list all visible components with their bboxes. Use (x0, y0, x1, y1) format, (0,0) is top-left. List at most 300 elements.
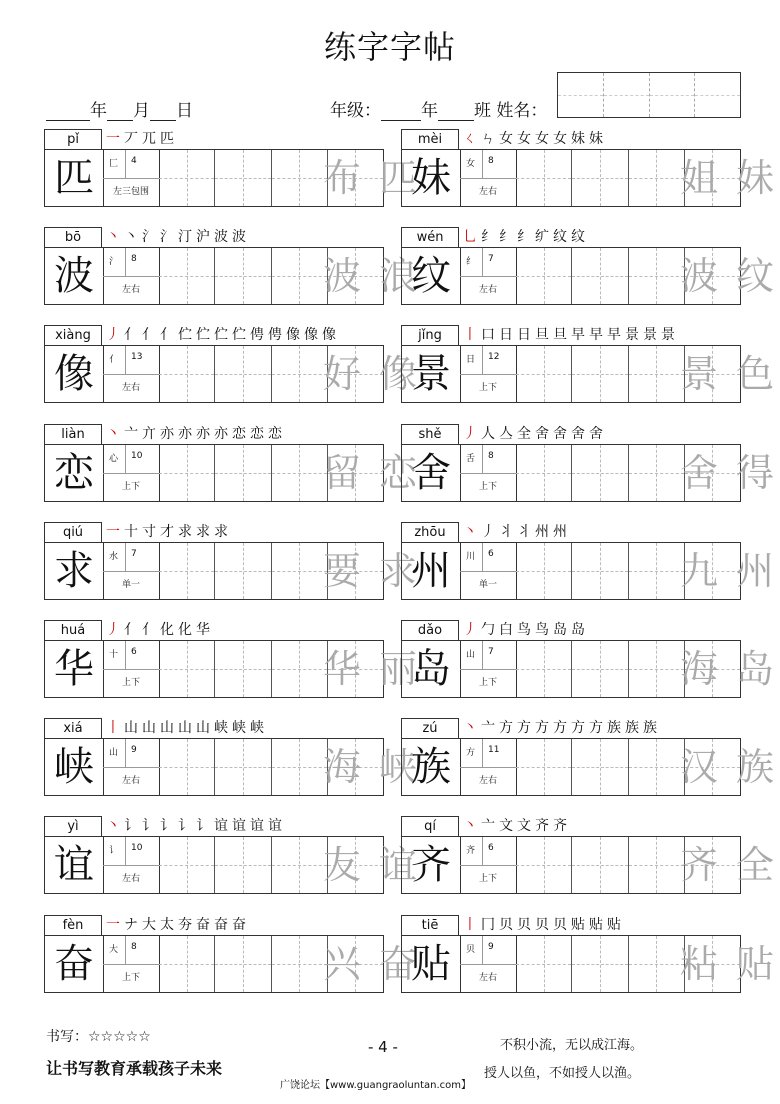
stroke-count: 13 (131, 352, 143, 363)
pinyin-label: xiá (44, 718, 102, 738)
page-title: 练字字帖 (323, 28, 456, 66)
stroke-count: 10 (131, 843, 143, 854)
stroke-order (463, 424, 607, 444)
stroke-step: 早 (571, 327, 585, 344)
structure: 上下 (478, 874, 497, 885)
practice-cells[interactable] (159, 543, 418, 599)
stroke-step: 丶 (463, 523, 477, 540)
stroke-step: 俜 (268, 327, 282, 344)
structure: 左右 (478, 972, 497, 983)
stroke-step: 波 (232, 229, 246, 246)
stroke-step: 波 (214, 229, 228, 246)
stroke-count: 9 (488, 941, 494, 952)
stroke-step: 山 (160, 720, 174, 737)
structure: 左右 (478, 285, 497, 296)
model-char: 州 (402, 543, 461, 599)
stroke-step: 像 (322, 327, 336, 344)
stroke-step: 妹 (589, 131, 603, 147)
stroke-step: 丬 (517, 523, 531, 540)
trace-word-1: 好 (323, 352, 362, 397)
stroke-step: 亻 (142, 327, 156, 344)
char-card (401, 129, 775, 209)
radical: 方 (466, 748, 476, 759)
stroke-step: 沪 (196, 229, 210, 246)
stroke-step: 汀 (178, 229, 192, 246)
pinyin-label: tiē (401, 915, 459, 935)
trace-word-2: 匹 (379, 156, 418, 200)
trace-word-1: 留 (323, 450, 362, 495)
stroke-step: 方 (499, 720, 513, 737)
char-card (401, 227, 775, 307)
trace-word-2: 谊 (379, 843, 418, 888)
writing-grid (401, 345, 775, 403)
char-info (103, 248, 160, 304)
stroke-step: 亻 (124, 327, 138, 344)
char-card (401, 816, 775, 896)
char-card (44, 522, 418, 602)
char-info (460, 543, 517, 599)
stroke-count: 12 (488, 352, 500, 363)
pinyin-label: dǎo (401, 620, 459, 640)
stroke-step: 谊 (214, 818, 228, 835)
stroke-step: 纹 (553, 229, 567, 246)
stroke-step: 丆 (124, 131, 138, 147)
stroke-step: 丿 (481, 523, 495, 540)
stroke-step: 伫 (178, 327, 192, 344)
stroke-order (106, 227, 250, 247)
practice-cells[interactable] (516, 739, 775, 795)
model-char: 像 (45, 346, 104, 402)
stroke-step: 贴 (589, 916, 603, 933)
stroke-count: 6 (488, 843, 494, 854)
stroke-step: 亦 (196, 425, 210, 442)
pinyin-label: bō (44, 227, 102, 247)
char-card (401, 424, 775, 504)
stroke-step: 夯 (178, 916, 192, 933)
stroke-step: 齐 (535, 818, 549, 835)
radical: 水 (109, 551, 119, 562)
stroke-step: 早 (607, 327, 621, 344)
stroke-step: 峡 (250, 720, 264, 737)
pinyin-label: zú (401, 718, 459, 738)
stroke-step: 伫 (232, 327, 246, 344)
model-char: 恋 (45, 445, 104, 501)
practice-cells[interactable] (159, 739, 418, 795)
char-card (401, 522, 775, 602)
stroke-step: 伫 (214, 327, 228, 344)
stroke-step: 方 (535, 720, 549, 737)
model-char: 妹 (402, 150, 461, 206)
stroke-step: 勹 (481, 622, 495, 638)
stroke-step: 白 (499, 622, 513, 638)
radical: 心 (109, 453, 119, 464)
stroke-order (106, 522, 232, 542)
trace-word-1: 海 (323, 745, 362, 790)
char-info (103, 641, 160, 697)
stroke-step: 山 (142, 720, 156, 737)
char-info (460, 248, 517, 304)
pinyin-label: xiàng (44, 325, 102, 345)
stroke-order (106, 718, 268, 738)
stroke-step: 求 (178, 523, 192, 540)
stroke-order (463, 915, 625, 935)
structure: 上下 (121, 481, 140, 492)
trace-word-1: 友 (323, 843, 362, 888)
trace-word-2: 全 (736, 843, 775, 888)
stroke-step: 亻 (124, 622, 138, 638)
radical: 舌 (466, 453, 476, 464)
stroke-step: 纟 (517, 229, 531, 246)
stroke-step: 一 (106, 523, 120, 540)
practice-cells[interactable] (516, 445, 775, 501)
stroke-step: 一 (106, 131, 120, 147)
stroke-step: 华 (196, 622, 210, 638)
char-info (460, 641, 517, 697)
stroke-step: 贴 (571, 916, 585, 933)
trace-word-1: 布 (323, 156, 362, 200)
trace-word-1: 华 (323, 647, 362, 691)
writing-grid (44, 738, 418, 796)
model-char: 波 (45, 248, 104, 304)
stroke-step: 奋 (232, 916, 246, 933)
radical: 匚 (109, 159, 119, 169)
model-char: 求 (45, 543, 104, 599)
radical: 齐 (466, 846, 476, 857)
stroke-step: 求 (214, 523, 228, 540)
trace-word-2: 像 (379, 352, 418, 397)
practice-cells[interactable] (159, 837, 418, 893)
stroke-step: 贝 (499, 916, 513, 933)
stroke-step: 恋 (232, 425, 246, 442)
stroke-step: 州 (535, 523, 549, 540)
practice-cells[interactable] (159, 641, 418, 697)
char-info (103, 739, 160, 795)
stroke-step: 景 (661, 327, 675, 344)
stroke-step: 恋 (250, 425, 264, 442)
stroke-count: 8 (131, 941, 137, 952)
char-card (44, 424, 418, 504)
radical: 山 (466, 650, 476, 660)
practice-cells[interactable] (159, 150, 418, 206)
structure: 左三包围 (112, 187, 149, 197)
stroke-step: 丨 (463, 327, 477, 344)
char-info (460, 837, 517, 893)
stroke-step: 亠 (124, 425, 138, 442)
stroke-step: 亻 (160, 327, 174, 344)
practice-cells[interactable] (159, 346, 418, 402)
stroke-step: 丿 (106, 327, 120, 344)
stroke-step: 谊 (250, 818, 264, 835)
stroke-step: 峡 (232, 720, 246, 737)
radical: 女 (466, 159, 476, 169)
stroke-step: 口 (481, 327, 495, 344)
trace-word-2: 丽 (379, 647, 418, 691)
stroke-step: 一 (106, 916, 120, 933)
stroke-step: 山 (178, 720, 192, 737)
stroke-order (106, 816, 286, 836)
stroke-step: 讠 (160, 818, 174, 835)
trace-word-2: 得 (736, 450, 775, 495)
stroke-step: 岛 (571, 622, 585, 638)
stroke-step: 亦 (160, 425, 174, 442)
trace-word-2: 纹 (736, 254, 775, 299)
practice-cells[interactable] (516, 936, 775, 992)
practice-cells[interactable] (159, 936, 418, 992)
stroke-step: 丿 (106, 622, 120, 638)
structure: 左右 (478, 776, 497, 787)
trace-word-1: 波 (323, 254, 362, 299)
stroke-step: 丿 (463, 425, 477, 442)
stroke-count: 9 (131, 745, 137, 756)
char-info (103, 150, 160, 206)
stroke-step: 丶 (463, 818, 477, 835)
char-card (44, 718, 418, 798)
stroke-step: 贝 (535, 916, 549, 933)
trace-word-2: 恋 (379, 450, 418, 495)
stroke-step: 太 (160, 916, 174, 933)
stroke-step: 十 (124, 523, 138, 540)
stroke-step: 氵 (160, 229, 174, 246)
stroke-step: 亣 (142, 425, 156, 442)
stroke-step: 女 (517, 131, 531, 147)
quote-2: 授人以鱼，不如授人以渔。 (484, 1066, 641, 1081)
stroke-step: 乚 (463, 229, 477, 246)
pinyin-label: wén (401, 227, 459, 247)
stroke-step: 丨 (463, 916, 477, 933)
writing-grid (401, 149, 775, 207)
radical: 大 (109, 944, 119, 955)
stroke-order (106, 620, 214, 640)
practice-cells[interactable] (516, 150, 775, 206)
name-box[interactable] (557, 72, 741, 118)
trace-word-1: 要 (323, 548, 362, 593)
stroke-step: 丨 (106, 720, 120, 737)
stroke-step: 州 (553, 523, 567, 540)
stroke-step: 峡 (214, 720, 228, 737)
radical: 讠 (109, 846, 119, 857)
stroke-step: 女 (553, 131, 567, 147)
model-char: 齐 (402, 837, 461, 893)
stroke-count: 8 (131, 254, 137, 265)
stroke-step: 才 (160, 523, 174, 540)
stroke-order (463, 325, 679, 345)
practice-cells[interactable] (516, 641, 775, 697)
stroke-count: 8 (488, 156, 494, 166)
pinyin-label: jǐng (401, 325, 459, 345)
stroke-step: 贝 (517, 916, 531, 933)
char-card (44, 915, 418, 995)
trace-word-2: 色 (736, 352, 775, 397)
stroke-step: 丬 (499, 523, 513, 540)
stroke-step: 纩 (535, 229, 549, 246)
stroke-step: 景 (643, 327, 657, 344)
char-card (44, 816, 418, 896)
stroke-order (463, 816, 571, 836)
stroke-count: 10 (131, 450, 143, 461)
stroke-step: 岛 (553, 622, 567, 638)
pinyin-label: fèn (44, 915, 102, 935)
stroke-order (106, 129, 178, 149)
writing-grid (44, 444, 418, 502)
site-credit: 广饶论坛【www.guangraoluntan.com】 (280, 1080, 472, 1091)
stroke-step: 妹 (571, 131, 585, 147)
radical: 十 (109, 650, 119, 660)
writing-grid (401, 247, 775, 305)
stroke-order (106, 424, 286, 444)
stroke-step: 纟 (481, 229, 495, 246)
stroke-step: 亦 (214, 425, 228, 442)
practice-cells[interactable] (159, 248, 418, 304)
practice-cells[interactable] (516, 248, 775, 304)
trace-word-2: 峡 (379, 745, 418, 790)
stroke-step: 方 (589, 720, 603, 737)
pinyin-label: huá (44, 620, 102, 640)
stroke-order (106, 325, 340, 345)
stroke-order (463, 129, 607, 149)
model-char: 岛 (402, 641, 461, 697)
stroke-step: 亠 (481, 818, 495, 835)
structure: 左右 (121, 874, 140, 885)
writing-grid (401, 640, 775, 698)
trace-word-2: 州 (736, 548, 775, 593)
stroke-count: 7 (131, 548, 137, 559)
trace-word-1: 海 (680, 647, 719, 691)
structure: 左右 (478, 187, 497, 197)
writing-grid (401, 738, 775, 796)
writing-grid (401, 836, 775, 894)
stroke-step: 亼 (499, 425, 513, 442)
char-card (44, 325, 418, 405)
radical: 川 (466, 551, 476, 562)
structure: 上下 (121, 972, 140, 983)
stroke-step: 化 (160, 622, 174, 638)
stroke-step: 谊 (268, 818, 282, 835)
stroke-step: 丶 (106, 229, 120, 246)
stroke-step: 方 (553, 720, 567, 737)
stroke-count: 11 (488, 745, 500, 756)
stroke-step: 日 (499, 327, 513, 344)
pinyin-label: qiú (44, 522, 102, 542)
stroke-step: 山 (196, 720, 210, 737)
practice-cells[interactable] (159, 445, 418, 501)
trace-word-2: 求 (379, 548, 418, 593)
stroke-step: 亻 (142, 622, 156, 638)
stroke-step: 丶 (106, 818, 120, 835)
stroke-step: 舍 (553, 425, 567, 442)
writing-grid (44, 935, 418, 993)
pinyin-label: zhōu (401, 522, 459, 542)
radical: 日 (466, 355, 476, 366)
stroke-step: 族 (625, 720, 639, 737)
trace-word-2: 奋 (379, 941, 418, 986)
radical: 氵 (109, 257, 119, 268)
stroke-step: 恋 (268, 425, 282, 442)
stroke-step: 求 (196, 523, 210, 540)
model-char: 族 (402, 739, 461, 795)
stroke-step: 氵 (142, 229, 156, 246)
stroke-order (463, 718, 661, 738)
structure: 左右 (121, 383, 140, 394)
practice-cells[interactable] (516, 543, 775, 599)
pinyin-label: shě (401, 424, 459, 444)
pinyin-label: mèi (401, 129, 459, 149)
stroke-step: 讠 (178, 818, 192, 835)
stroke-count: 7 (488, 254, 494, 265)
stroke-step: 齐 (553, 818, 567, 835)
char-card (401, 620, 775, 700)
trace-word-2: 浪 (379, 254, 418, 299)
radical: 纟 (466, 257, 476, 268)
practice-cells[interactable] (516, 837, 775, 893)
model-char: 谊 (45, 837, 104, 893)
practice-cells[interactable] (516, 346, 775, 402)
stroke-step: 女 (535, 131, 549, 147)
char-info (460, 346, 517, 402)
model-char: 纹 (402, 248, 461, 304)
stroke-step: 像 (286, 327, 300, 344)
stroke-count: 8 (488, 450, 494, 461)
stroke-step: 谊 (232, 818, 246, 835)
writing-grid (44, 640, 418, 698)
trace-word-2: 贴 (736, 941, 775, 986)
stroke-step: 奋 (214, 916, 228, 933)
stroke-step: 大 (142, 916, 156, 933)
char-info (460, 445, 517, 501)
stroke-step: 讠 (142, 818, 156, 835)
stroke-count: 4 (131, 156, 137, 166)
stroke-step: 文 (499, 818, 513, 835)
stroke-step: 匹 (160, 131, 174, 147)
grade-line: 年级： 年 班 姓名： (330, 101, 548, 121)
stroke-step: 讠 (196, 818, 210, 835)
stroke-step: 舍 (589, 425, 603, 442)
char-info (103, 837, 160, 893)
stroke-step: 文 (517, 818, 531, 835)
stroke-order (463, 620, 589, 640)
stroke-step: 亠 (481, 720, 495, 737)
char-info (460, 739, 517, 795)
radical: 亻 (109, 355, 119, 366)
model-char: 华 (45, 641, 104, 697)
stroke-step: 寸 (142, 523, 156, 540)
stroke-step: ナ (124, 916, 138, 933)
slogan: 让书写教育承载孩子未来 (46, 1059, 223, 1078)
structure: 左右 (121, 776, 140, 787)
stroke-step: 族 (607, 720, 621, 737)
writing-grid (401, 935, 775, 993)
stroke-step: 旦 (535, 327, 549, 344)
stroke-step: 化 (178, 622, 192, 638)
model-char: 匹 (45, 150, 104, 206)
stroke-step: 景 (625, 327, 639, 344)
model-char: 峡 (45, 739, 104, 795)
stroke-step: 像 (304, 327, 318, 344)
writing-grid (401, 444, 775, 502)
pinyin-label: qí (401, 816, 459, 836)
writing-grid (44, 345, 418, 403)
stroke-step: 纹 (571, 229, 585, 246)
stroke-step: 冂 (481, 916, 495, 933)
page-number: - 4 - (368, 1038, 398, 1056)
stroke-step: 纟 (499, 229, 513, 246)
structure: 上下 (478, 481, 497, 492)
char-card (401, 718, 775, 798)
writing-grid (44, 836, 418, 894)
stroke-count: 7 (488, 647, 494, 657)
stroke-step: 兀 (142, 131, 156, 147)
pinyin-label: pǐ (44, 129, 102, 149)
char-info (460, 150, 517, 206)
